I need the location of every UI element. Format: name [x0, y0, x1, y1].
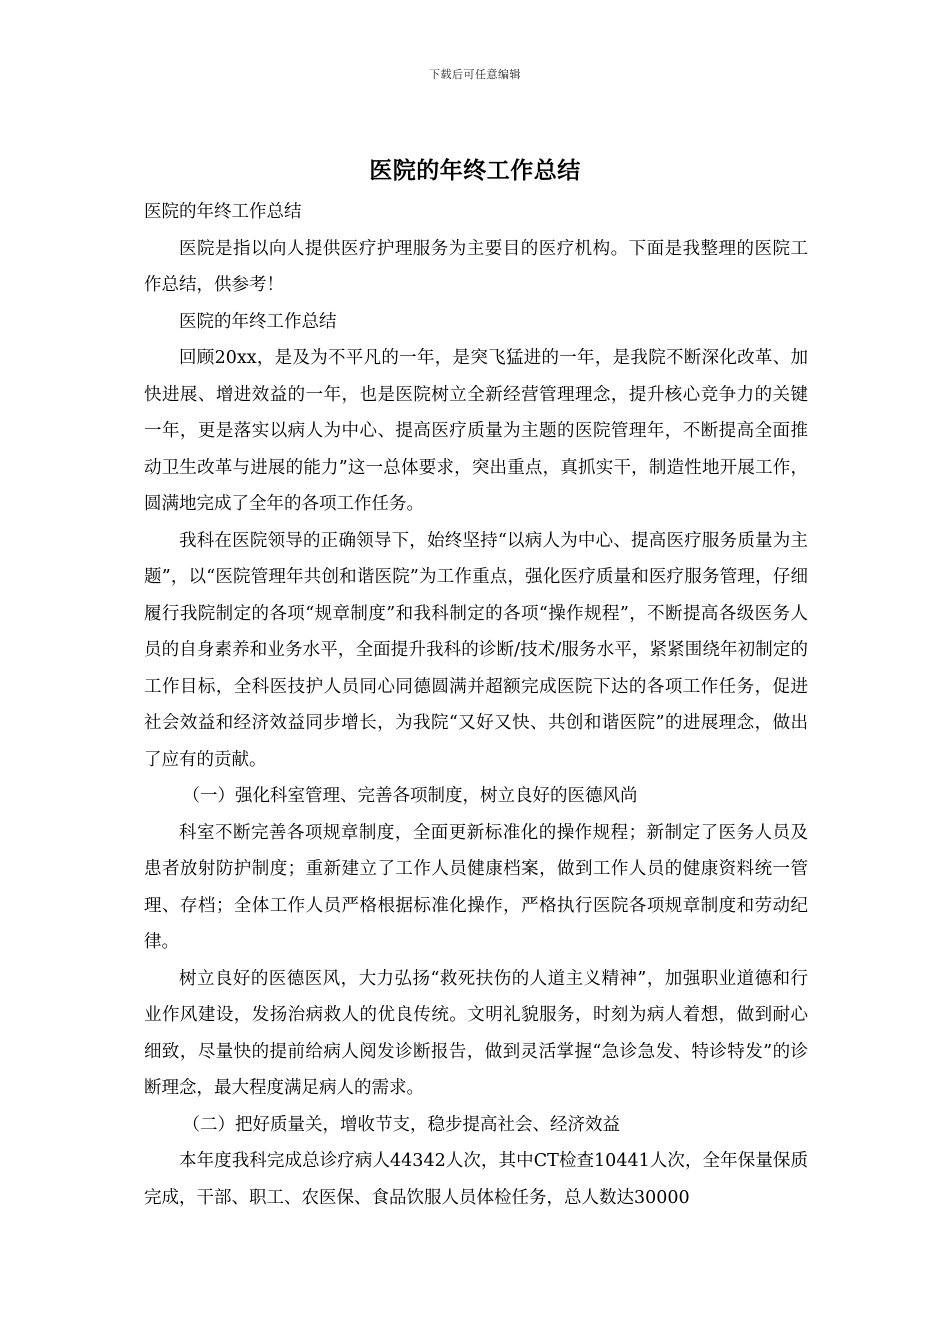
section-heading-1: （一）强化科室管理、完善各项制度，树立良好的医德风尚	[182, 786, 638, 806]
paragraph-intro: 医院是指以向人提供医疗护理服务为主要目的医疗机构。下面是我整理的医院工作总结，供参考！	[144, 238, 808, 295]
section-heading-2: （二）把好质量关，增收节支，稳步提高社会、经济效益	[182, 1114, 620, 1135]
paragraph-subtitle: 医院的年终工作总结	[144, 202, 302, 222]
paragraph-department: 我科在医院领导的正确领导下，始终坚持“以病人为中心、提高医疗服务质量为主题”，以“医院管理年共创和谐医院”为工作重点，强化医疗质量和医疗服务管理，仔细履行我院制定的各项“规章制度”和我科制定的各项“操作规程”，不断提高各级医务人员的自身素养和业务水平，全面提升我科的诊断/技术/服务水平，紧紧围绕年初制定的工作目标，全科医技护人员同心同德圆满并超额完成医院下达的各项工作任务，促进社会效益和经济效益同步增长，为我院“又好又快、共创和谐医院”的进展理念，做出了应有的贡献。	[144, 530, 808, 770]
document-body	[144, 194, 808, 1216]
header-note: 下载后可任意编辑	[429, 68, 521, 81]
paragraph-review: 回顾20xx，是及为不平凡的一年，是突飞猛进的一年，是我院不断深化改革、加快进展、增进效益的一年，也是医院树立全新经营管理理念，提升核心竞争力的关键一年，更是落实以病人为中心、提高医疗质量为主题的医院管理年，不断提高全面推动卫生改革与进展的能力”这一总体要求，突出重点，真抓实干，制造性地开展工作，圆满地完成了全年的各项工作任务。	[144, 348, 808, 514]
paragraph-ethics: 树立良好的医德医风，大力弘扬“救死扶伤的人道主义精神”，加强职业道德和行业作风建设，发扬治病救人的优良传统。文明礼貌服务，时刻为病人着想，做到耐心细致，尽量快的提前给病人阅发诊断报告，做到灵活掌握“急诊急发、特诊特发”的诊断理念，最大程度满足病人的需求。	[144, 968, 808, 1098]
paragraph-statistics: 本年度我科完成总诊疗病人44342人次，其中CT检查10441人次，全年保量保质完成，干部、职工、农医保、食品饮服人员体检任务，总人数达30000	[144, 1151, 808, 1208]
paragraph-heading: 医院的年终工作总结	[179, 311, 337, 332]
document-title: 医院的年终工作总结	[369, 157, 581, 184]
paragraph-rules: 科室不断完善各项规章制度，全面更新标准化的操作规程；新制定了医务人员及患者放射防护制度；重新建立了工作人员健康档案，做到工作人员的健康资料统一管理、存档；全体工作人员严格根据标准化操作，严格执行医院各项规章制度和劳动纪律。	[144, 822, 808, 952]
